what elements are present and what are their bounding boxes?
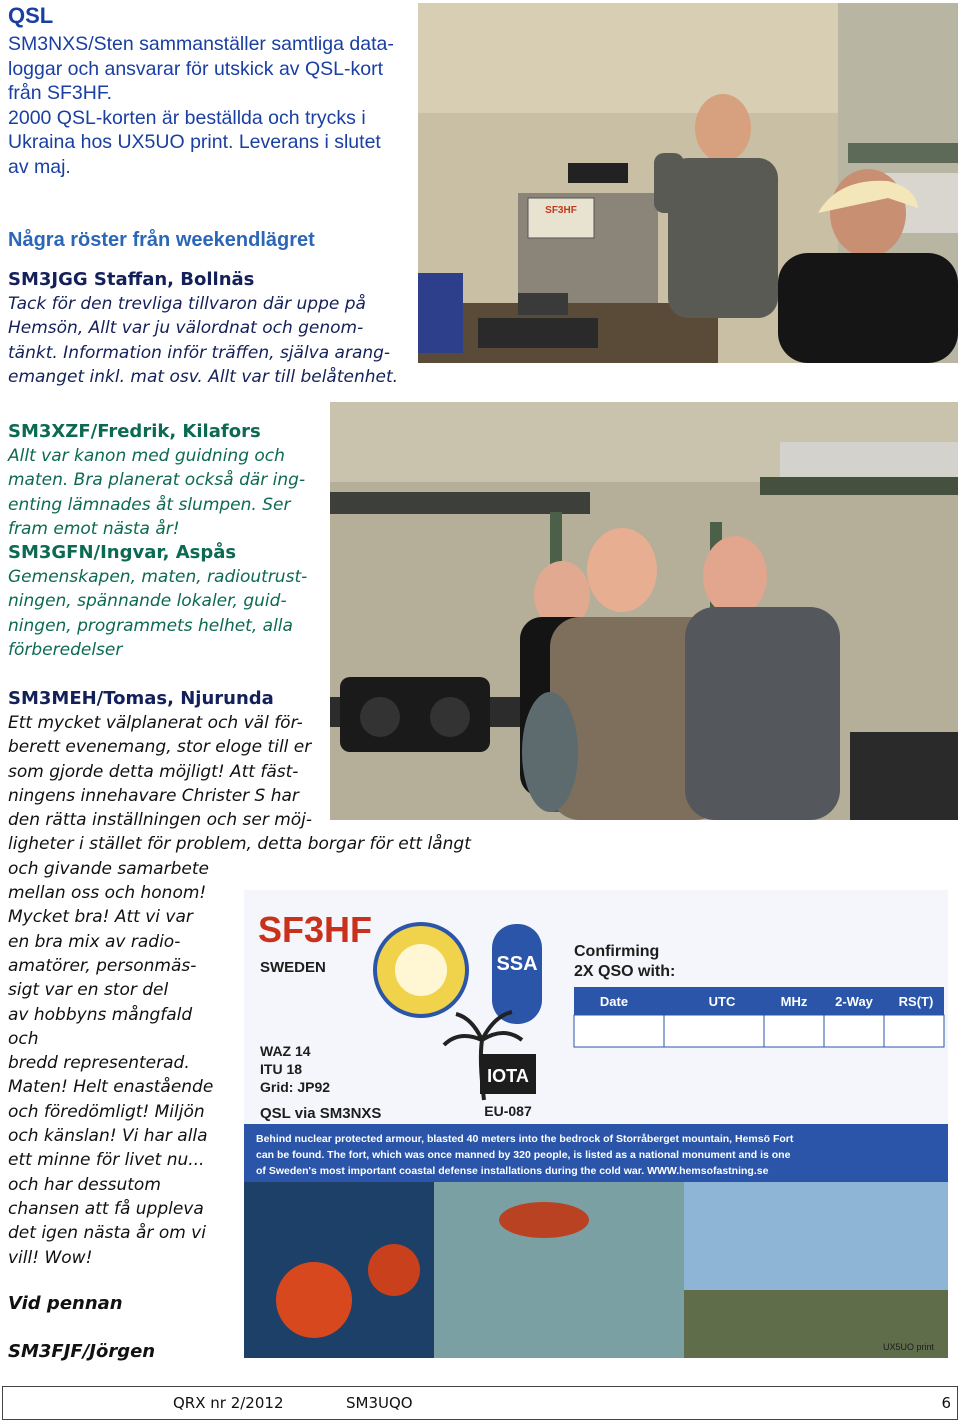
quote-line: och har dessutom: [8, 1174, 161, 1195]
quote-sm3jgg: [8, 268, 398, 389]
intro-line: 2000 QSL-korten är beställda och trycks i: [8, 106, 366, 129]
quote-line: av hobbyns mångfald: [8, 1004, 193, 1025]
quote-line: Maten! Helt enastående: [8, 1077, 214, 1098]
card-iota-ref: EU-087: [484, 1103, 532, 1119]
quote-sm3xzf: [8, 420, 305, 541]
signature-by: Vid pennan: [8, 1293, 123, 1314]
quote-line: amatörer, personmäs-: [8, 955, 197, 976]
quote-line: och: [8, 1028, 39, 1049]
card-log-header: [574, 987, 944, 1015]
quote-line: sigt var en stor del: [8, 980, 169, 1001]
quote-line: mellan oss och honom!: [8, 883, 207, 904]
quote-line: som gjorde detta möjligt! Att fäst-: [8, 761, 299, 782]
quote-line: ningen, spännande lokaler, guid-: [8, 591, 287, 612]
card-printer: UX5UO print: [882, 1342, 934, 1352]
quote-line: emanget inkl. mat osv. Allt var till belåtenhet.: [8, 366, 399, 387]
card-blurb-line: Behind nuclear protected armour, blasted 40 meters into the bedrock of Storråberget mountain, Hemsö Fort: [256, 1133, 794, 1145]
radio-shack-image: [418, 3, 958, 363]
footer-editor: SM3UQO: [346, 1394, 413, 1412]
section-title-qsl: QSL: [8, 3, 54, 28]
quote-line: bredd representerad.: [8, 1053, 190, 1074]
shack-sign-text: SF3HF: [545, 205, 577, 216]
card-qsl-via: QSL via SM3NXS: [260, 1105, 382, 1122]
footer-page-number: 6: [941, 1394, 951, 1412]
card-col-2way: 2-Way: [835, 994, 873, 1009]
quote-line: en bra mix av radio-: [8, 931, 181, 952]
quote-line: enting lämnades åt slumpen. Ser: [8, 494, 291, 515]
card-col-rst: RS(T): [898, 994, 934, 1009]
quote-line: den rätta inställningen och ser möj-: [8, 810, 313, 831]
card-country: SWEDEN: [260, 959, 326, 976]
card-blurb-line: of Sweden's most important coastal defense installations during the cold war. WWW.hemsofastning.se: [256, 1165, 769, 1177]
quote-line: det igen nästa år om vi: [8, 1223, 206, 1244]
page-footer: [2, 1386, 958, 1420]
quote-line: Allt var kanon med guidning och: [8, 446, 285, 466]
quote-line: ligheter i stället för problem, detta borgar för ett långt: [8, 834, 471, 855]
intro-line: från SF3HF.: [8, 82, 113, 104]
card-blurb-line: can be found. The fort, which was once manned by 320 people, is listed as a national monument and is one: [256, 1149, 791, 1161]
quote-line: ett minne för livet nu...: [8, 1150, 205, 1171]
voices-heading: Några röster från weekendlägret: [8, 229, 315, 251]
svg-text:SSA: SSA: [496, 953, 538, 975]
quote-line: Tack för den trevliga tillvaron där uppe på: [8, 294, 366, 314]
svg-text:IOTA: IOTA: [487, 1066, 529, 1086]
qsl-intro-paragraph: [8, 32, 394, 179]
card-grid: Grid: JP92: [260, 1079, 331, 1095]
card-col-mhz: MHz: [780, 994, 808, 1009]
signature-name: SM3FJF/Jörgen: [8, 1341, 156, 1362]
card-col-date: Date: [599, 994, 629, 1009]
card-callsign: SF3HF: [258, 909, 373, 950]
intro-line: loggar och ansvarar för utskick av QSL-kort: [8, 57, 383, 80]
qsl-card: [244, 890, 948, 1358]
quote-line: maten. Bra planerat också där ing-: [8, 470, 306, 491]
quote-line: förberedelser: [8, 639, 123, 660]
quote-author: SM3GFN/Ingvar, Aspås: [8, 542, 237, 563]
footer-issue: QRX nr 2/2012: [173, 1394, 284, 1412]
quote-line: Mycket bra! Att vi var: [8, 907, 193, 928]
quote-line: tänkt. Information inför träffen, själva arang-: [8, 342, 391, 363]
quote-sm3gfn: [8, 541, 307, 662]
card-itu: ITU 18: [260, 1061, 303, 1077]
card-qso-line: 2X QSO with:: [574, 963, 676, 980]
quote-line: fram emot nästa år!: [8, 518, 180, 539]
quote-line: berett evenemang, stor eloge till er: [8, 737, 312, 758]
intro-line: Ukraina hos UX5UO print. Leverans i slutet: [8, 131, 381, 153]
qsl-card-graphic: [244, 890, 948, 1358]
quote-line: Hemsön, Allt var ju välordnat och genom-: [8, 318, 364, 339]
card-waz: WAZ 14: [260, 1043, 311, 1059]
intro-line: SM3NXS/Sten sammanställer samtliga data-: [8, 33, 394, 55]
quote-line: och känslan! Vi har alla: [8, 1126, 208, 1147]
quote-line: ningens innehavare Christer S har: [8, 785, 299, 806]
quote-line: och föredömligt! Miljön: [8, 1101, 205, 1122]
quote-line: chansen att få uppleva: [8, 1198, 204, 1219]
card-confirming: Confirming: [574, 943, 660, 960]
quote-line: Gemenskapen, maten, radioutrust-: [8, 567, 308, 587]
quote-author: SM3MEH/Tomas, Njurunda: [8, 688, 274, 709]
quote-author: SM3XZF/Fredrik, Kilafors: [8, 421, 261, 442]
quote-line: ningen, programmets helhet, alla: [8, 615, 293, 636]
card-col-utc: UTC: [708, 994, 736, 1009]
photo-radio-shack: [418, 3, 958, 363]
quote-line: vill! Wow!: [8, 1247, 93, 1268]
quote-line: Ett mycket välplanerat och väl för-: [8, 713, 303, 733]
intro-line: av maj.: [8, 155, 71, 178]
quote-line: och givande samarbete: [8, 858, 209, 879]
quote-author: SM3JGG Staffan, Bollnäs: [8, 269, 255, 290]
